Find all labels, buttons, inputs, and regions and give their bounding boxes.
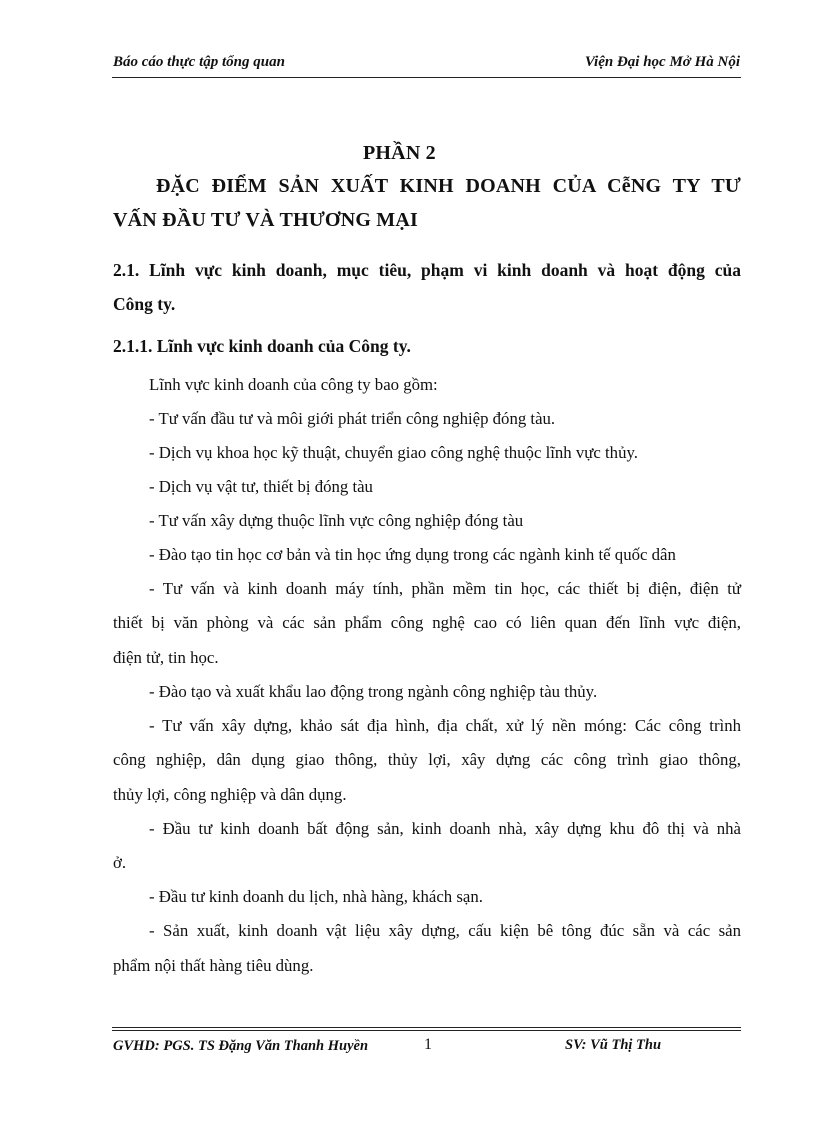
chapter-title-line-2: VẤN ĐẦU TƯ VÀ THƯƠNG MẠI (113, 209, 418, 231)
body-line: phẩm nội thất hàng tiêu dùng. (113, 956, 314, 975)
body-line: ở. (113, 853, 127, 872)
body-line: - Dịch vụ khoa học kỹ thuật, chuyển giao công nghệ thuộc lĩnh vực thủy. (149, 443, 638, 462)
body-line: - Sản xuất, kinh doanh vật liệu xây dựng, cấu kiện bê tông đúc sẵn và các sản (149, 921, 741, 940)
body-line: - Tư vấn xây dựng, khảo sát địa hình, địa chất, xử lý nền móng: Các công trình (149, 716, 741, 735)
body-line: - Tư vấn xây dựng thuộc lĩnh vực công nghiệp đóng tàu (149, 511, 524, 530)
footer-rule (112, 1030, 741, 1031)
header-right: Viện Đại học Mở Hà Nội (584, 54, 740, 70)
body-line: - Dịch vụ vật tư, thiết bị đóng tàu (149, 477, 373, 496)
body-line: - Đào tạo và xuất khẩu lao động trong ngành công nghiệp tàu thủy. (149, 682, 598, 701)
header-rule (112, 77, 741, 78)
body-line: - Tư vấn đầu tư và môi giới phát triển công nghiệp đóng tàu. (149, 409, 556, 428)
body-line: Lĩnh vực kinh doanh của công ty bao gồm: (149, 375, 438, 394)
body-line: - Tư vấn và kinh doanh máy tính, phần mềm tin học, các thiết bị điện, điện tử (149, 579, 741, 598)
section-heading-line-2: Công ty. (113, 294, 176, 314)
body-line: - Đào tạo tin học cơ bản và tin học ứng dụng trong các ngành kinh tế quốc dân (149, 545, 676, 564)
body-line: thiết bị văn phòng và các sản phẩm công nghệ cao có liên quan đến lĩnh vực điện, (113, 613, 741, 632)
body-line: thủy lợi, công nghiệp và dân dụng. (113, 785, 347, 804)
body-line: công nghiệp, dân dụng giao thông, thủy lợi, xây dựng các công trình giao thông, (113, 750, 741, 769)
body-line: - Đầu tư kinh doanh bất động sản, kinh doanh nhà, xây dựng khu đô thị và nhà (149, 819, 741, 838)
footer-rule (112, 1027, 741, 1028)
part-title: PHẦN 2 (363, 142, 436, 164)
subsection-heading: 2.1.1. Lĩnh vực kinh doanh của Công ty. (113, 336, 411, 356)
section-heading-line-1: 2.1. Lĩnh vực kinh doanh, mục tiêu, phạm vi kinh doanh và hoạt động của (113, 260, 741, 280)
footer-student: SV: Vũ Thị Thu (565, 1037, 662, 1053)
page-number: 1 (424, 1036, 432, 1053)
chapter-title-line-1: ĐẶC ĐIỂM SẢN XUẤT KINH DOANH CỦA CễNG TY TƯ (156, 175, 741, 197)
body-line: điện tử, tin học. (113, 648, 219, 667)
footer-supervisor: GVHD: PGS. TS Đặng Văn Thanh Huyền (113, 1038, 369, 1054)
header-left: Báo cáo thực tập tổng quan (113, 54, 285, 70)
body-line: - Đầu tư kinh doanh du lịch, nhà hàng, khách sạn. (149, 887, 483, 906)
